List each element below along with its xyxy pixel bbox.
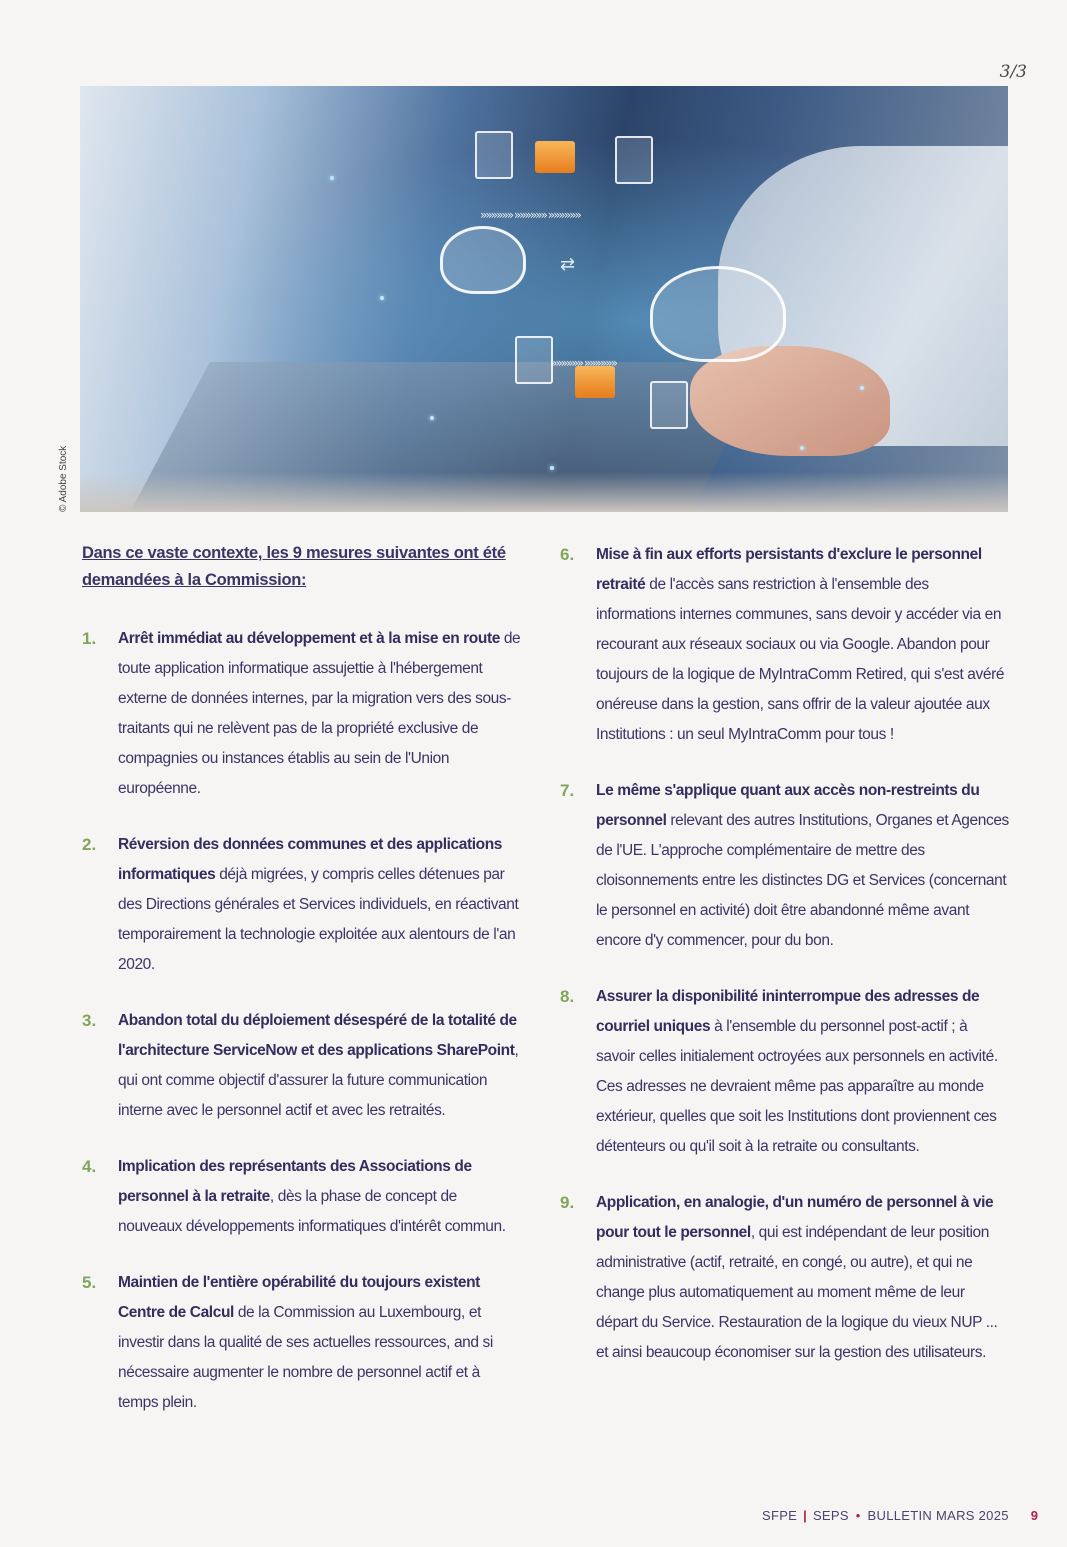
handwritten-page-note: 3/3 [999, 62, 1027, 82]
list-item [82, 1152, 522, 1242]
list-item [82, 830, 522, 980]
item-number: 4. [82, 1157, 97, 1176]
item-text: Abandon total du déploiement désespéré de la totalité de l'architecture ServiceNow et des applications SharePoint, qui ont comme objectif d'assurer la future communication interne avec le personnel actif et avec les retraités. [118, 1012, 519, 1119]
item-text: Assurer la disponibilité ininterrompue des adresses de courriel uniques à l'ensemble du personnel post-actif ; à savoir celles initialement octroyées aux personnels en activité. Ces adresses ne devraient même pas apparaître au monde extérieur, quelles que soit les Institutions dont proviennent ces détenteurs ou qu'il soit à la retraite ou consultants. [596, 988, 998, 1155]
item-number: 1. [82, 629, 97, 648]
item-number: 9. [560, 1193, 575, 1212]
item-text: Réversion des données communes et des applications informatiques déjà migrées, y compris celles détenues par des Directions générales et Services individuels, en réactivant temporairement la technologie exploitée aux alentours de l'an 2020. [118, 836, 519, 973]
arrow-icon: »»»»»» »»»»»» [550, 356, 616, 370]
footer-dot: • [855, 1508, 861, 1523]
list-item [560, 982, 1010, 1162]
left-column [82, 540, 522, 1444]
item-number: 3. [82, 1011, 97, 1030]
list-item [560, 776, 1010, 956]
network-node [800, 446, 804, 450]
page-number: 9 [1030, 1508, 1039, 1523]
document-icon [615, 136, 653, 184]
network-node [860, 386, 864, 390]
desk-shape [80, 472, 1008, 512]
network-node [430, 416, 434, 420]
footer-org-seps: SEPS [812, 1508, 849, 1523]
list-item [82, 624, 522, 804]
list-item [560, 1188, 1010, 1368]
cloud-icon [440, 226, 526, 294]
item-number: 2. [82, 835, 97, 854]
item-text: Application, en analogie, d'un numéro de personnel à vie pour tout le personnel, qui est indépendant de leur position administrative (actif, retraité, en congé, ou autre), et qui ne change plus automatiquement au moment même de leur départ du Service. Restauration de la logique du vieux NUP ... et ainsi beaucoup économiser sur la gestion des utilisateurs. [596, 1194, 998, 1361]
item-text: Maintien de l'entière opérabilité du toujours existent Centre de Calcul de la Commission au Luxembourg, et investir dans la qualité de ses actuelles ressources, and si nécessaire augmenter le nombre de personnel actif et à temps plein. [118, 1274, 493, 1411]
folder-icon [535, 141, 575, 173]
cloud-icon [650, 266, 786, 362]
list-item [82, 1268, 522, 1418]
item-number: 6. [560, 545, 575, 564]
document-icon [475, 131, 513, 179]
arrow-icon: ⇄ [560, 254, 574, 275]
document-icon [650, 381, 688, 429]
item-number: 8. [560, 987, 575, 1006]
item-text: Arrêt immédiat au développement et à la mise en route de toute application informatique assujettie à l'hébergement externe de données internes, par la migration vers des sous-traitants qui ne relèvent pas de la propriété exclusive de compagnies ou instances établis au sein de l'Union européenne. [118, 630, 521, 797]
document-icon [515, 336, 553, 384]
page-footer [762, 1508, 1038, 1523]
image-credit: © Adobe Stock [58, 445, 69, 512]
item-text: Le même s'applique quant aux accès non-restreints du personnel relevant des autres Institutions, Organes et Agences de l'UE. L'approche complémentaire de mettre des cloisonnements entre les distinctes DG et Services (concernant le personnel en activité) doit être abandonné même avant encore d'y commencer, pour du bon. [596, 782, 1009, 949]
list-item [82, 1006, 522, 1126]
footer-org-sfpe: SFPE [762, 1508, 798, 1523]
hand-shape [690, 346, 890, 456]
hero-image [80, 86, 1008, 512]
list-item [560, 540, 1010, 750]
folder-icon [575, 366, 615, 398]
network-node [330, 176, 334, 180]
footer-separator: | [803, 1508, 808, 1523]
footer-bulletin: BULLETIN MARS 2025 [867, 1508, 1009, 1523]
intro-heading: Dans ce vaste contexte, les 9 mesures suivantes ont été demandées à la Commission: [82, 544, 506, 589]
network-node [550, 466, 554, 470]
right-column [560, 540, 1010, 1394]
network-node [380, 296, 384, 300]
item-number: 5. [82, 1273, 97, 1292]
item-text: Implication des représentants des Associations de personnel à la retraite, dès la phase de concept de nouveaux développements informatiques d'intérêt commun. [118, 1158, 506, 1235]
item-number: 7. [560, 781, 575, 800]
item-text: Mise à fin aux efforts persistants d'exclure le personnel retraité de l'accès sans restriction à l'ensemble des informations internes communes, sans devoir y accéder via en recourant aux réseaux sociaux ou via Google. Abandon pour toujours de la logique de MyIntraComm Retired, qui s'est avéré onéreuse dans la gestion, sans offrir de la valeur ajoutée aux Institutions : un seul MyIntraComm pour tous ! [596, 546, 1005, 743]
arrow-icon: »»»»»» »»»»»» »»»»»» [480, 208, 580, 222]
